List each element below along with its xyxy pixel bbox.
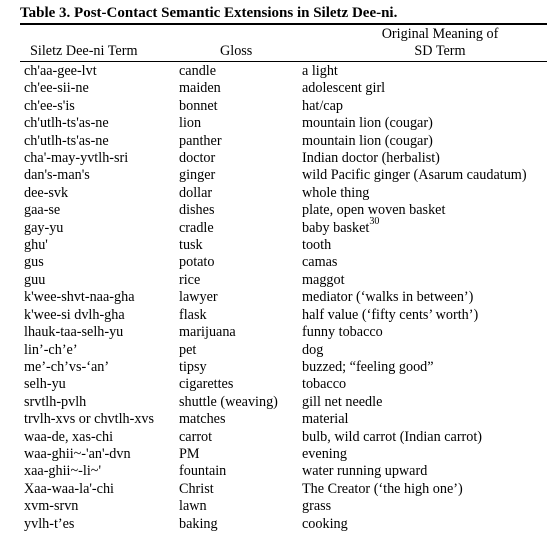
meaning-cell bbox=[302, 516, 348, 533]
meaning-text: hat/cap bbox=[302, 97, 343, 114]
meaning-text: dog bbox=[302, 341, 324, 358]
meaning-text: a light bbox=[302, 63, 338, 79]
term-cell: Xaa-waa-la'-chi bbox=[24, 480, 114, 497]
gloss-cell: lawn bbox=[179, 498, 207, 515]
table-row bbox=[20, 446, 550, 463]
meaning-text: baby basket bbox=[302, 219, 370, 236]
term-cell: ch'utlh-ts'as-ne bbox=[24, 115, 109, 132]
meaning-cell bbox=[302, 289, 473, 306]
term-cell: guu bbox=[24, 271, 46, 288]
table-row bbox=[20, 63, 550, 80]
table-row bbox=[20, 150, 550, 167]
gloss-cell: shuttle (weaving) bbox=[179, 393, 278, 410]
meaning-cell bbox=[302, 481, 463, 498]
footnote-marker: 30 bbox=[369, 215, 380, 227]
meaning-cell bbox=[302, 167, 527, 184]
meaning-text: water running upward bbox=[302, 463, 428, 480]
term-cell: trvlh-xvs or chvtlh-xvs bbox=[24, 411, 155, 428]
meaning-text: adolescent girl bbox=[302, 80, 386, 97]
header-term: Siletz Dee-ni Term bbox=[30, 43, 138, 59]
meaning-cell bbox=[302, 324, 383, 341]
term-cell: ch'utlh-ts'as-ne bbox=[24, 132, 109, 149]
meaning-cell bbox=[302, 98, 343, 115]
gloss-cell: flask bbox=[179, 306, 207, 323]
meaning-cell bbox=[302, 307, 478, 324]
term-cell: gaa-se bbox=[24, 202, 61, 219]
term-cell: waa-ghii~-'an'-dvn bbox=[24, 445, 131, 462]
table-row bbox=[20, 80, 550, 97]
table-row bbox=[20, 429, 550, 446]
header-gloss: Gloss bbox=[220, 43, 253, 59]
gloss-cell: doctor bbox=[179, 150, 216, 167]
meaning-cell bbox=[302, 394, 382, 411]
gloss-cell: candle bbox=[179, 63, 217, 79]
table-row bbox=[20, 215, 550, 237]
meaning-text: grass bbox=[302, 498, 332, 515]
meaning-cell bbox=[302, 63, 338, 80]
term-cell: ch'ee-s'is bbox=[24, 97, 75, 114]
gloss-cell: tusk bbox=[179, 237, 203, 254]
table-row bbox=[20, 289, 550, 306]
table-row bbox=[20, 237, 550, 254]
gloss-cell: dishes bbox=[179, 202, 215, 219]
term-cell: me’-ch’vs-‘an’ bbox=[24, 358, 110, 375]
meaning-text: whole thing bbox=[302, 184, 370, 201]
term-cell: gay-yu bbox=[24, 219, 64, 236]
gloss-cell: PM bbox=[179, 445, 200, 462]
term-cell: lin’-ch’e’ bbox=[24, 341, 78, 358]
term-cell: cha'-may-yvtlh-sri bbox=[24, 150, 129, 167]
table-row bbox=[20, 376, 550, 393]
meaning-text: funny tobacco bbox=[302, 324, 383, 341]
meaning-text: camas bbox=[302, 254, 338, 271]
meaning-cell bbox=[302, 80, 385, 97]
gloss-cell: dollar bbox=[179, 184, 213, 201]
gloss-cell: fountain bbox=[179, 463, 227, 480]
meaning-cell bbox=[302, 115, 433, 132]
table-row bbox=[20, 202, 550, 219]
term-cell: xaa-ghii~-li~' bbox=[24, 463, 101, 480]
header-meaning-line2: SD Term bbox=[414, 43, 466, 59]
term-cell: yvlh-t’es bbox=[24, 515, 75, 532]
gloss-cell: panther bbox=[179, 132, 222, 149]
term-cell: waa-de, xas-chi bbox=[24, 428, 114, 445]
table-row bbox=[20, 463, 550, 480]
meaning-cell bbox=[302, 376, 346, 393]
term-cell: lhauk-taa-selh-yu bbox=[24, 324, 124, 341]
table-row bbox=[20, 481, 550, 498]
gloss-cell: cigarettes bbox=[179, 376, 234, 393]
meaning-cell bbox=[302, 359, 434, 376]
meaning-cell bbox=[302, 185, 369, 202]
table-row bbox=[20, 411, 550, 428]
gloss-cell: cradle bbox=[179, 219, 214, 236]
table-row bbox=[20, 324, 550, 341]
meaning-text: mountain lion (cougar) bbox=[302, 132, 433, 149]
meaning-text: material bbox=[302, 411, 349, 428]
gloss-cell: rice bbox=[179, 271, 201, 288]
meaning-text: buzzed; “feeling good” bbox=[302, 358, 434, 375]
table-row bbox=[20, 185, 550, 202]
meaning-text: plate, open woven basket bbox=[302, 202, 446, 219]
term-cell: gus bbox=[24, 254, 44, 271]
gloss-cell: pet bbox=[179, 341, 197, 358]
gloss-cell: lawyer bbox=[179, 289, 218, 306]
meaning-text: half value (‘fifty cents’ worth’) bbox=[302, 306, 479, 323]
meaning-cell bbox=[302, 254, 337, 271]
term-cell: ghu' bbox=[24, 237, 48, 254]
term-cell: ch'aa-gee-lvt bbox=[24, 63, 97, 79]
meaning-cell bbox=[302, 215, 380, 238]
meaning-cell bbox=[302, 498, 331, 515]
gloss-cell: carrot bbox=[179, 428, 213, 445]
meaning-cell bbox=[302, 446, 347, 463]
term-cell: dee-svk bbox=[24, 184, 69, 201]
header-rule bbox=[20, 61, 547, 62]
gloss-cell: bonnet bbox=[179, 97, 218, 114]
gloss-cell: lion bbox=[179, 115, 202, 132]
header-meaning-line1: Original Meaning of bbox=[381, 26, 499, 42]
meaning-text: wild Pacific ginger (Asarum caudatum) bbox=[302, 167, 527, 184]
meaning-cell bbox=[302, 342, 323, 359]
term-cell: k'wee-si dvlh-gha bbox=[24, 306, 125, 323]
table-row bbox=[20, 394, 550, 411]
meaning-cell bbox=[302, 133, 433, 150]
table-row bbox=[20, 272, 550, 289]
meaning-text: cooking bbox=[302, 515, 348, 532]
gloss-cell: matches bbox=[179, 411, 226, 428]
meaning-text: bulb, wild carrot (Indian carrot) bbox=[302, 428, 483, 445]
gloss-cell: tipsy bbox=[179, 358, 207, 375]
meaning-text: evening bbox=[302, 445, 347, 462]
gloss-cell: marijuana bbox=[179, 324, 236, 341]
table-body bbox=[20, 63, 550, 533]
meaning-cell bbox=[302, 429, 482, 446]
table-row bbox=[20, 359, 550, 376]
top-rule bbox=[20, 23, 547, 25]
term-cell: k'wee-shvt-naa-gha bbox=[24, 289, 135, 306]
table-row bbox=[20, 516, 550, 533]
meaning-text: gill net needle bbox=[302, 393, 383, 410]
header-meaning bbox=[350, 26, 530, 60]
meaning-cell bbox=[302, 150, 440, 167]
table-row bbox=[20, 342, 550, 359]
meaning-text: tobacco bbox=[302, 376, 347, 393]
table-row bbox=[20, 254, 550, 271]
gloss-cell: potato bbox=[179, 254, 215, 271]
gloss-cell: baking bbox=[179, 515, 218, 532]
term-cell: dan's-man's bbox=[24, 167, 90, 184]
meaning-cell bbox=[302, 237, 331, 254]
term-cell: selh-yu bbox=[24, 376, 66, 393]
gloss-cell: ginger bbox=[179, 167, 216, 184]
meaning-text: maggot bbox=[302, 271, 345, 288]
meaning-text: mountain lion (cougar) bbox=[302, 115, 433, 132]
term-cell: xvm-srvn bbox=[24, 498, 79, 515]
table-row bbox=[20, 115, 550, 132]
gloss-cell: maiden bbox=[179, 80, 221, 97]
meaning-text: The Creator (‘the high one’) bbox=[302, 480, 463, 497]
table-title: Table 3. Post-Contact Semantic Extensions in Siletz Dee-ni. bbox=[20, 5, 398, 21]
term-cell: srvtlh-pvlh bbox=[24, 393, 87, 410]
meaning-text: Indian doctor (herbalist) bbox=[302, 150, 440, 167]
meaning-text: mediator (‘walks in between’) bbox=[302, 289, 474, 306]
meaning-text: tooth bbox=[302, 237, 332, 254]
table-row bbox=[20, 167, 550, 184]
meaning-cell bbox=[302, 411, 348, 428]
meaning-cell bbox=[302, 272, 345, 289]
meaning-cell bbox=[302, 463, 427, 480]
table-row bbox=[20, 98, 550, 115]
gloss-cell: Christ bbox=[179, 480, 214, 497]
term-cell: ch'ee-sii-ne bbox=[24, 80, 89, 97]
table-row bbox=[20, 307, 550, 324]
table-row bbox=[20, 498, 550, 515]
table-row bbox=[20, 133, 550, 150]
